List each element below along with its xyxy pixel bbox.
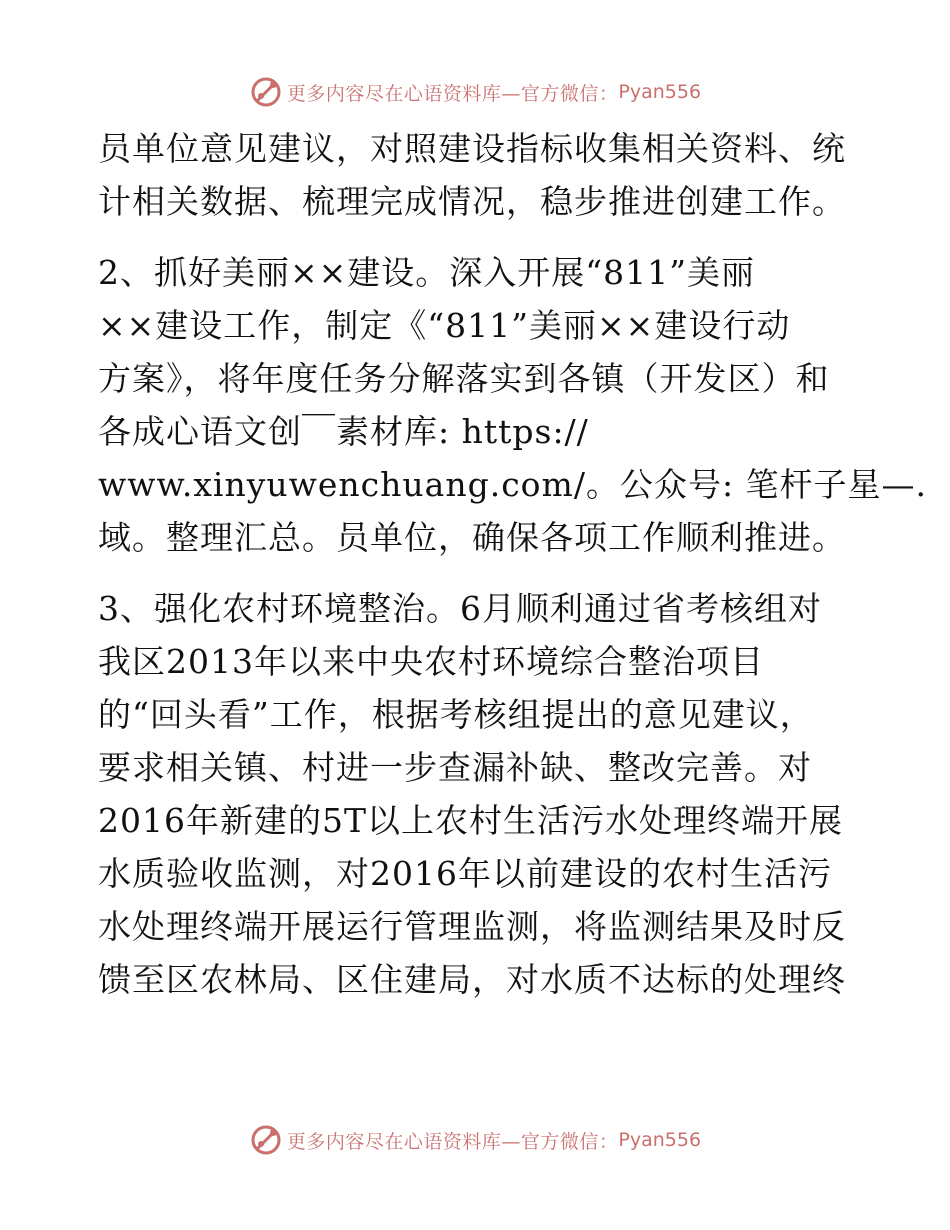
text-line: 水质验收监测，对2016年以前建设的农村生活污 bbox=[98, 854, 832, 893]
header-watermark bbox=[0, 72, 950, 112]
text-line: 计相关数据、梳理完成情况，稳步推进创建工作。 bbox=[98, 182, 846, 221]
brush-logo-icon bbox=[249, 75, 283, 109]
paragraph-3 bbox=[98, 582, 858, 1006]
watermark-account: Pyan556 bbox=[618, 81, 702, 103]
text-line: 的“回头看”工作，根据考核组提出的意见建议， bbox=[98, 695, 814, 734]
text-line: 我区2013年以来中央农村环境综合整治项目 bbox=[98, 642, 764, 681]
watermark-text: 更多内容尽在心语资料库—官方微信： bbox=[286, 82, 619, 105]
watermark-text: 更多内容尽在心语资料库—官方微信： bbox=[286, 1130, 619, 1153]
text-line: www.xinyuwenchuang.com/。公众号: 笔杆子星—. bbox=[98, 465, 928, 504]
text-line: ××建设工作，制定《“811”美丽××建设行动 bbox=[98, 306, 791, 345]
text-line: 域。整理汇总。员单位，确保各项工作顺利推进。 bbox=[98, 518, 846, 557]
paragraph-2 bbox=[98, 246, 928, 564]
text-line: 各成心语文创￣素材库: https:// bbox=[98, 412, 589, 451]
brush-logo-icon bbox=[249, 1123, 283, 1157]
text-line: 水处理终端开展运行管理监测，将监测结果及时反 bbox=[98, 907, 846, 946]
text-line: 2016年新建的5T以上农村生活污水处理终端开展 bbox=[98, 801, 843, 840]
text-line: 馈至区农林局、区住建局，对水质不达标的处理终 bbox=[98, 960, 846, 999]
text-line: 方案》，将年度任务分解落实到各镇（开发区）和 bbox=[98, 359, 830, 398]
text-line: 要求相关镇、村进一步查漏补缺、整改完善。对 bbox=[98, 748, 812, 787]
text-line: 3、强化农村环境整治。6月顺利通过省考核组对 bbox=[98, 589, 822, 628]
footer-watermark bbox=[0, 1120, 950, 1160]
paragraph-1 bbox=[98, 122, 858, 228]
watermark-account: Pyan556 bbox=[618, 1129, 702, 1151]
text-line: 2、抓好美丽××建设。深入开展“811”美丽 bbox=[98, 253, 756, 292]
text-line: 员单位意见建议，对照建设指标收集相关资料、统 bbox=[98, 129, 846, 168]
document-body bbox=[98, 122, 928, 1006]
